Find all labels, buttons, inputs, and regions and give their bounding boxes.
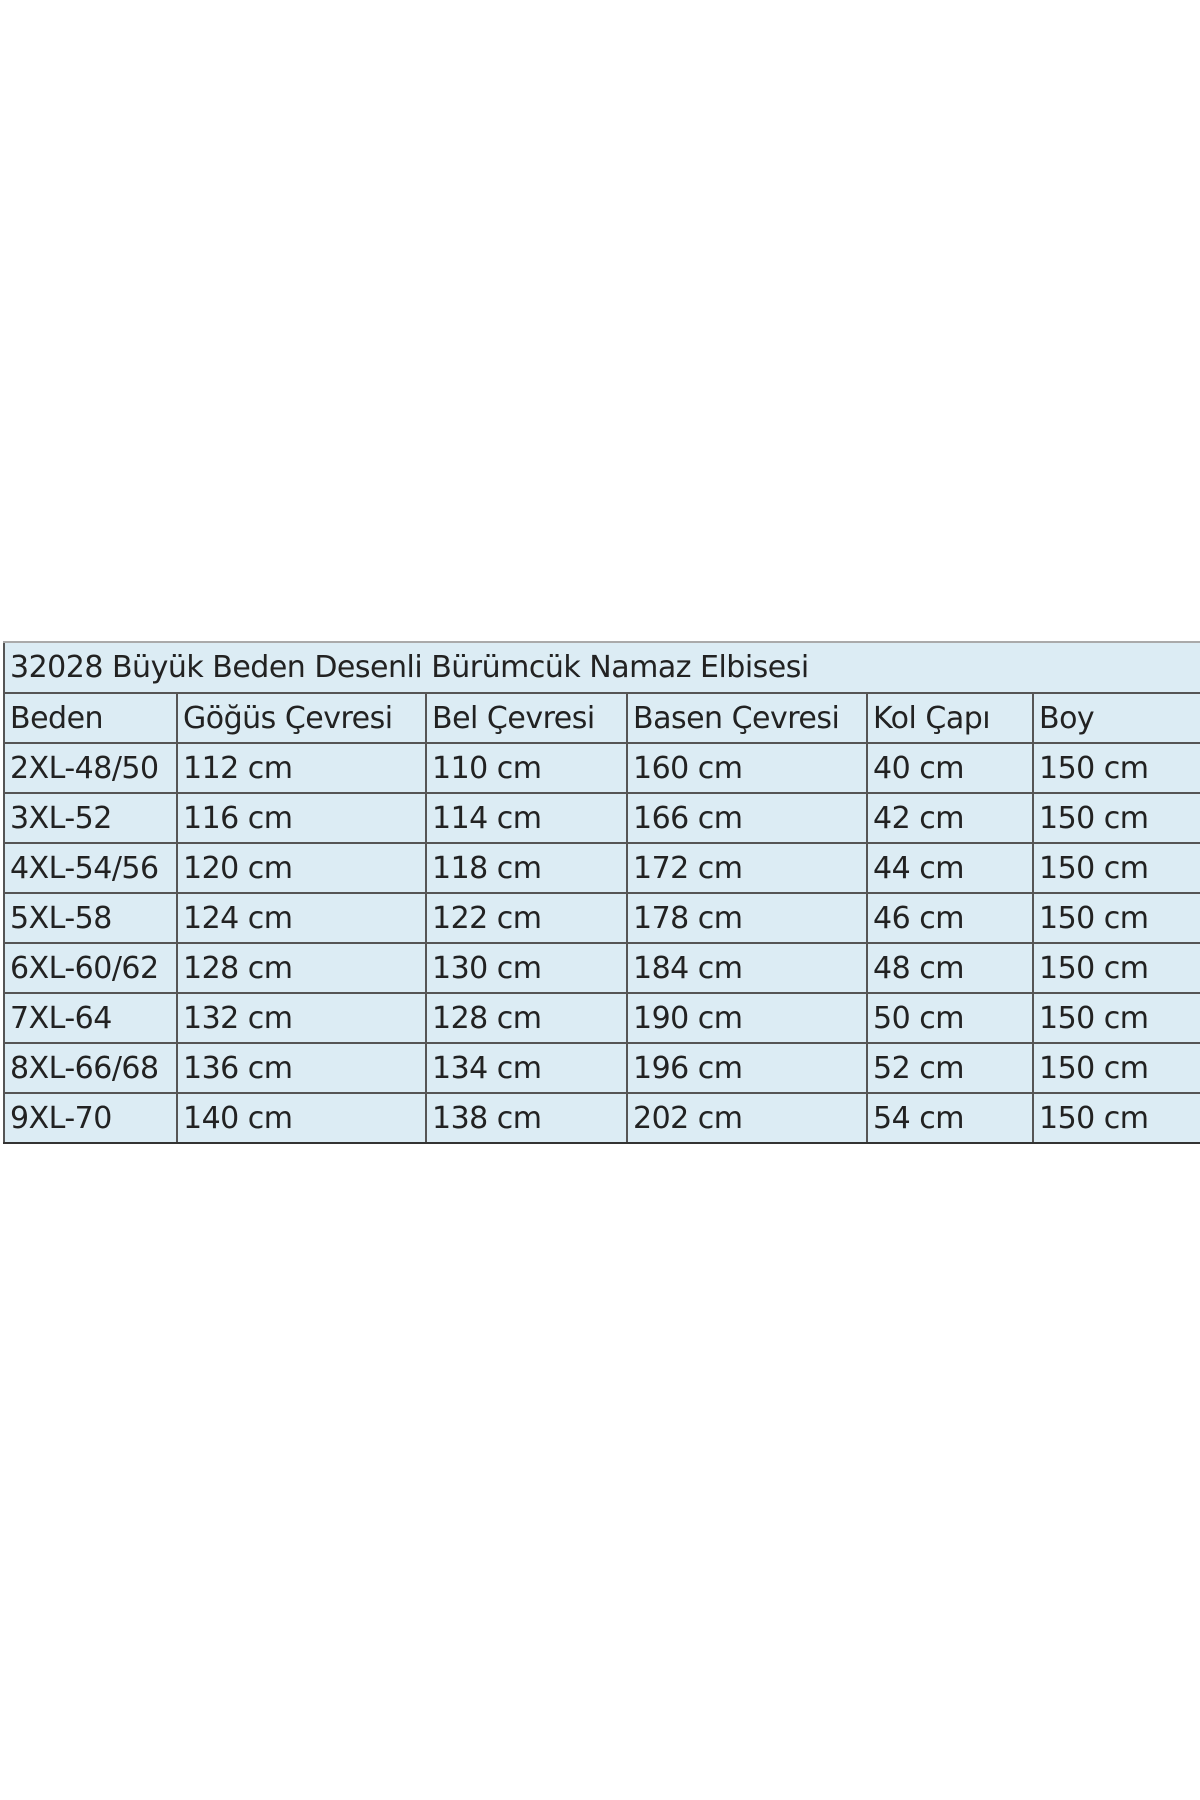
table-row <box>4 993 1200 1043</box>
table-row <box>4 743 1200 793</box>
column-header: Boy <box>1033 693 1200 743</box>
table-row <box>4 793 1200 843</box>
header-row <box>4 693 1200 743</box>
column-header: Bel Çevresi <box>426 693 627 743</box>
column-header: Basen Çevresi <box>627 693 867 743</box>
size-cell: 3XL-52 <box>4 793 177 843</box>
column-header: Kol Çapı <box>867 693 1033 743</box>
measurement-cell: 122 cm <box>426 893 627 943</box>
measurement-cell: 196 cm <box>627 1043 867 1093</box>
measurement-cell: 184 cm <box>627 943 867 993</box>
measurement-cell: 46 cm <box>867 893 1033 943</box>
size-cell: 8XL-66/68 <box>4 1043 177 1093</box>
size-cell: 9XL-70 <box>4 1093 177 1143</box>
measurement-cell: 172 cm <box>627 843 867 893</box>
size-cell: 7XL-64 <box>4 993 177 1043</box>
measurement-cell: 138 cm <box>426 1093 627 1143</box>
table-row <box>4 843 1200 893</box>
measurement-cell: 112 cm <box>177 743 426 793</box>
measurement-cell: 150 cm <box>1033 743 1200 793</box>
measurement-cell: 120 cm <box>177 843 426 893</box>
measurement-cell: 136 cm <box>177 1043 426 1093</box>
size-chart-table <box>3 641 1200 1144</box>
measurement-cell: 128 cm <box>177 943 426 993</box>
measurement-cell: 44 cm <box>867 843 1033 893</box>
measurement-cell: 150 cm <box>1033 1093 1200 1143</box>
table-row <box>4 1093 1200 1143</box>
measurement-cell: 50 cm <box>867 993 1033 1043</box>
measurement-cell: 140 cm <box>177 1093 426 1143</box>
measurement-cell: 130 cm <box>426 943 627 993</box>
measurement-cell: 150 cm <box>1033 843 1200 893</box>
measurement-cell: 150 cm <box>1033 893 1200 943</box>
measurement-cell: 132 cm <box>177 993 426 1043</box>
table-row <box>4 943 1200 993</box>
column-header: Beden <box>4 693 177 743</box>
measurement-cell: 134 cm <box>426 1043 627 1093</box>
measurement-cell: 124 cm <box>177 893 426 943</box>
table-row <box>4 893 1200 943</box>
size-cell: 4XL-54/56 <box>4 843 177 893</box>
measurement-cell: 52 cm <box>867 1043 1033 1093</box>
measurement-cell: 166 cm <box>627 793 867 843</box>
column-header: Göğüs Çevresi <box>177 693 426 743</box>
measurement-cell: 54 cm <box>867 1093 1033 1143</box>
size-cell: 6XL-60/62 <box>4 943 177 993</box>
measurement-cell: 110 cm <box>426 743 627 793</box>
measurement-cell: 40 cm <box>867 743 1033 793</box>
title-row <box>4 642 1200 693</box>
measurement-cell: 114 cm <box>426 793 627 843</box>
measurement-cell: 42 cm <box>867 793 1033 843</box>
size-cell: 5XL-58 <box>4 893 177 943</box>
measurement-cell: 190 cm <box>627 993 867 1043</box>
measurement-cell: 48 cm <box>867 943 1033 993</box>
measurement-cell: 178 cm <box>627 893 867 943</box>
measurement-cell: 150 cm <box>1033 1043 1200 1093</box>
measurement-cell: 160 cm <box>627 743 867 793</box>
measurement-cell: 128 cm <box>426 993 627 1043</box>
size-rows <box>4 743 1200 1143</box>
measurement-cell: 118 cm <box>426 843 627 893</box>
table-title: 32028 Büyük Beden Desenli Bürümcük Namaz Elbisesi <box>4 642 1200 693</box>
measurement-cell: 116 cm <box>177 793 426 843</box>
measurement-cell: 150 cm <box>1033 993 1200 1043</box>
measurement-cell: 202 cm <box>627 1093 867 1143</box>
table-row <box>4 1043 1200 1093</box>
size-cell: 2XL-48/50 <box>4 743 177 793</box>
measurement-cell: 150 cm <box>1033 793 1200 843</box>
measurement-cell: 150 cm <box>1033 943 1200 993</box>
